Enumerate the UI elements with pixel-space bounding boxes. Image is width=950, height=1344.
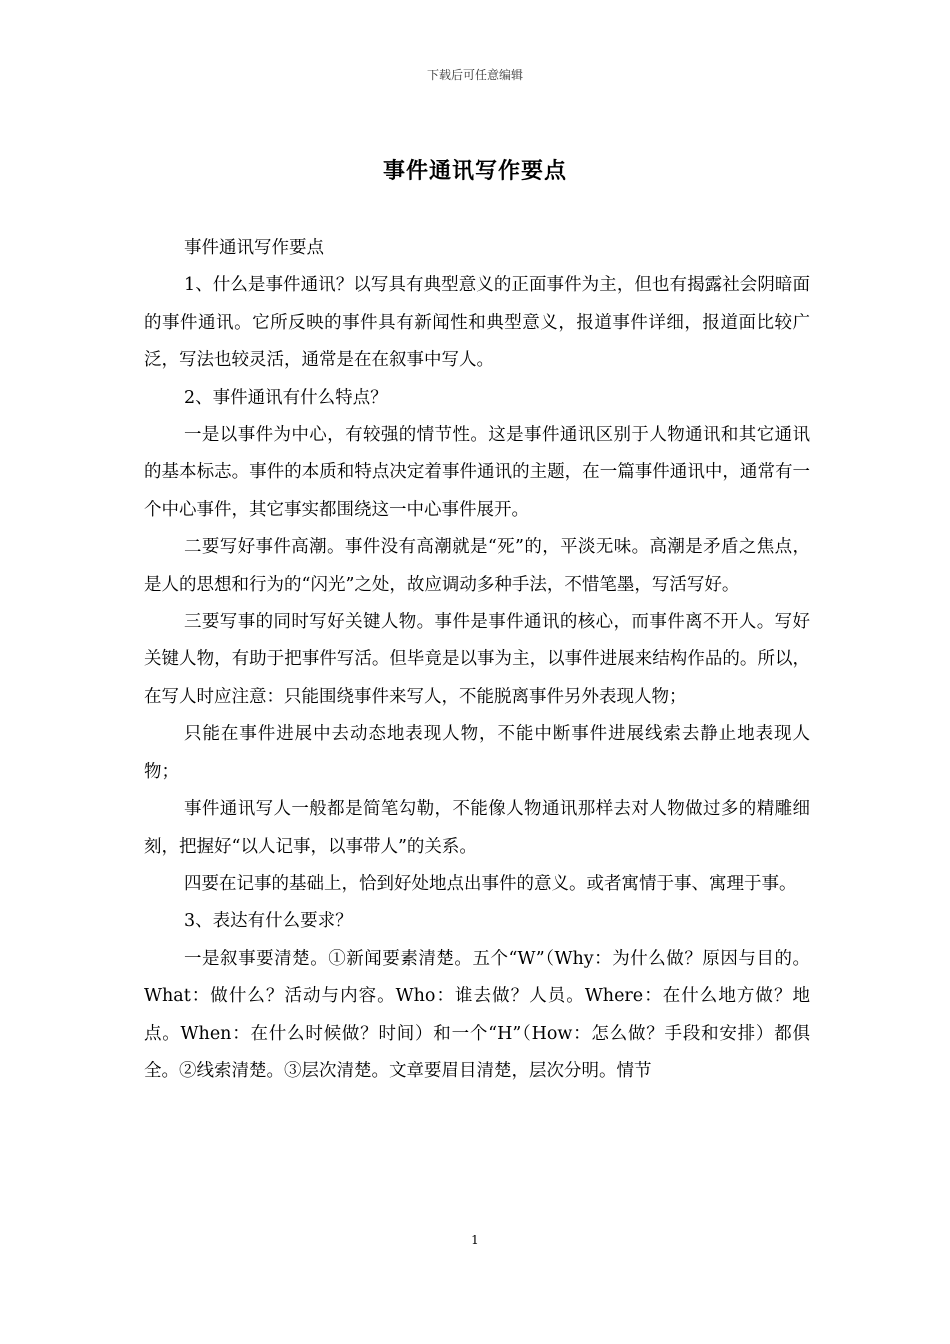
paragraph: 2、事件通讯有什么特点？: [184, 387, 388, 408]
paragraph: 事件通讯写作要点: [184, 238, 324, 258]
document-body: [144, 230, 810, 1090]
paragraph: 三要写事的同时写好关键人物。事件是事件通讯的核心，而事件离不开人。写好关键人物，有助于把事件写活。但毕竟是以事为主，以事件进展来结构作品的。所以，在写人时应注意：只能围绕事件来写人，不能脱离事件另外表现人物；: [144, 612, 810, 707]
paragraph: 3、表达有什么要求？: [184, 911, 353, 932]
paragraph: 事件通讯写人一般都是简笔勾勒，不能像人物通讯那样去对人物做过多的精雕细刻，把握好“以人记事，以事带人”的关系。: [144, 799, 810, 857]
paragraph: 二要写好事件高潮。事件没有高潮就是“死”的，平淡无味。高潮是矛盾之焦点，是人的思想和行为的“闪光”之处，故应调动多种手法，不惜笔墨，写活写好。: [144, 537, 810, 595]
paragraph: 一是叙事要清楚。①新闻要素清楚。五个“W”（Why：为什么做？原因与目的。What：做什么？活动与内容。Who：谁去做？人员。Where：在什么地方做？地点。When：在什么时候做？时间）和一个“H”（How：怎么做？手段和安排）都俱全。②线索清楚。③层次清楚。文章要眉目清楚，层次分明。情节: [144, 948, 810, 1081]
document-title: 事件通讯写作要点: [382, 159, 567, 184]
paragraph: 只能在事件进展中去动态地表现人物，不能中断事件进展线索去静止地表现人物；: [144, 724, 810, 782]
paragraph: 1、什么是事件通讯？以写具有典型意义的正面事件为主，但也有揭露社会阴暗面的事件通讯。它所反映的事件具有新闻性和典型意义，报道事件详细，报道面比较广泛，写法也较灵活，通常是在在叙事中写人。: [144, 275, 810, 371]
paragraph: 四要在记事的基础上，恰到好处地点出事件的意义。或者寓情于事、寓理于事。: [184, 873, 797, 894]
page-number: 1: [471, 1233, 479, 1247]
paragraph: 一是以事件为中心，有较强的情节性。这是事件通讯区别于人物通讯和其它通讯的基本标志。事件的本质和特点决定着事件通讯的主题，在一篇事件通讯中，通常有一个中心事件，其它事实都围绕这一中心事件展开。: [144, 425, 810, 520]
page-header: 下载后可任意编辑: [426, 68, 523, 82]
